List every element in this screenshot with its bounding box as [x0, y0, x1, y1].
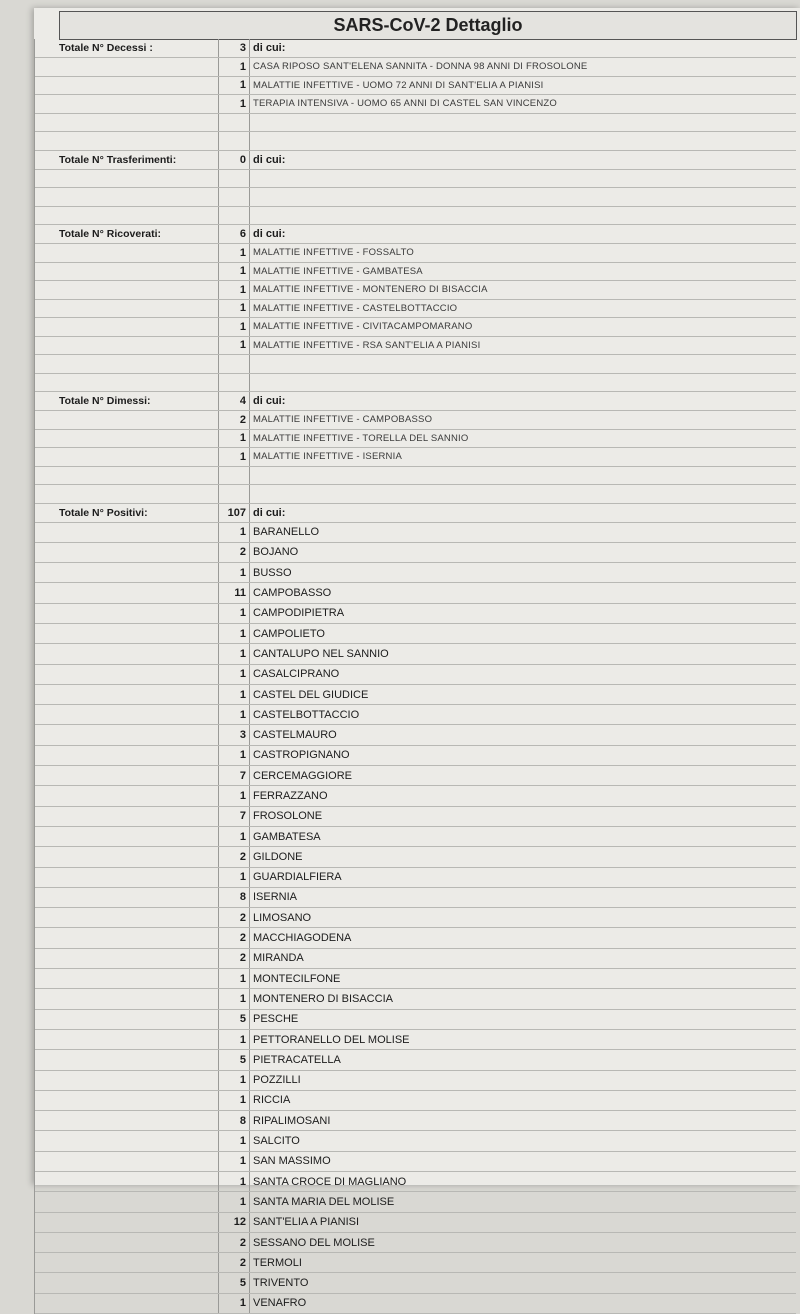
item-text: MALATTIE INFETTIVE - UOMO 72 ANNI DI SANT'ELIA A PIANISI	[253, 79, 544, 91]
empty-row	[35, 485, 796, 504]
empty-cell	[35, 281, 219, 299]
empty-cell	[35, 665, 219, 684]
count-value: 1	[219, 58, 250, 76]
item-row	[35, 1091, 796, 1111]
empty-cell	[35, 807, 219, 826]
item-text: POZZILLI	[253, 1074, 301, 1087]
item-row	[35, 908, 796, 928]
item-row	[35, 949, 796, 969]
item-text: MALATTIE INFETTIVE - GAMBATESA	[253, 265, 423, 277]
item-text: CASA RIPOSO SANT'ELENA SANNITA - DONNA 98 ANNI DI FROSOLONE	[253, 61, 588, 73]
section-header-row	[35, 39, 796, 58]
item-row	[35, 1273, 796, 1293]
section-header-row	[35, 504, 796, 523]
empty-cell	[219, 207, 250, 225]
item-text: MALATTIE INFETTIVE - TORELLA DEL SANNIO	[253, 432, 469, 444]
empty-cell	[219, 132, 250, 150]
section-header-row	[35, 151, 796, 170]
section-total: 6	[219, 225, 250, 243]
section-header-row	[35, 392, 796, 411]
count-value: 2	[219, 908, 250, 927]
count-value: 1	[219, 318, 250, 336]
empty-cell	[35, 746, 219, 765]
count-value: 5	[219, 1010, 250, 1029]
count-value: 8	[219, 888, 250, 907]
section-label: Totale N° Decessi :	[35, 39, 219, 57]
item-row	[35, 888, 796, 908]
count-value: 2	[219, 949, 250, 968]
empty-cell	[35, 1010, 219, 1029]
item-text: BUSSO	[253, 566, 292, 579]
count-value: 12	[219, 1213, 250, 1232]
empty-cell	[35, 786, 219, 805]
item-text: MONTECILFONE	[253, 972, 341, 985]
count-value: 5	[219, 1050, 250, 1069]
empty-cell	[35, 583, 219, 602]
empty-row	[35, 207, 796, 226]
item-text: ISERNIA	[253, 891, 298, 904]
count-value: 1	[219, 1091, 250, 1110]
empty-cell	[35, 95, 219, 113]
item-row	[35, 665, 796, 685]
empty-cell	[35, 827, 219, 846]
item-row	[35, 827, 796, 847]
count-value: 1	[219, 281, 250, 299]
item-row	[35, 807, 796, 827]
empty-cell	[35, 908, 219, 927]
item-row	[35, 1253, 796, 1273]
item-row	[35, 604, 796, 624]
item-row	[35, 1111, 796, 1131]
section-label: Totale N° Trasferimenti:	[35, 151, 219, 169]
di-cui-label: di cui:	[253, 42, 286, 54]
empty-cell	[35, 1071, 219, 1090]
item-text: MIRANDA	[253, 952, 304, 965]
item-text: TRIVENTO	[253, 1277, 309, 1290]
item-text: CASALCIPRANO	[253, 668, 340, 681]
count-value: 1	[219, 665, 250, 684]
item-text: FERRAZZANO	[253, 790, 328, 802]
section-total: 4	[219, 392, 250, 410]
empty-cell	[35, 188, 219, 206]
item-row	[35, 685, 796, 705]
count-value: 2	[219, 1233, 250, 1252]
empty-cell	[219, 114, 250, 132]
empty-cell	[35, 467, 219, 485]
empty-cell	[35, 1233, 219, 1252]
empty-cell	[35, 1273, 219, 1292]
item-row	[35, 300, 796, 319]
item-text: PESCHE	[253, 1013, 299, 1026]
item-text: GAMBATESA	[253, 830, 321, 843]
count-value: 1	[219, 1030, 250, 1049]
item-row	[35, 411, 796, 430]
empty-cell	[35, 1152, 219, 1171]
di-cui-label: di cui:	[253, 228, 286, 240]
item-text: MONTENERO DI BISACCIA	[253, 992, 393, 1005]
count-value: 1	[219, 1192, 250, 1211]
empty-cell	[35, 1172, 219, 1191]
empty-cell	[35, 1294, 219, 1313]
empty-cell	[35, 949, 219, 968]
item-text: SAN MASSIMO	[253, 1155, 331, 1168]
empty-row	[35, 188, 796, 207]
item-row	[35, 1192, 796, 1212]
empty-cell	[35, 114, 219, 132]
item-row	[35, 868, 796, 888]
item-text: PIETRACATELLA	[253, 1053, 341, 1066]
item-text: MALATTIE INFETTIVE - CAMPOBASSO	[253, 414, 433, 426]
item-row	[35, 1233, 796, 1253]
count-value: 7	[219, 766, 250, 785]
empty-cell	[35, 604, 219, 623]
empty-cell	[35, 989, 219, 1008]
item-row	[35, 77, 796, 96]
count-value: 3	[219, 725, 250, 744]
count-value: 1	[219, 827, 250, 846]
count-value: 1	[219, 1071, 250, 1090]
item-text: SANTA MARIA DEL MOLISE	[253, 1195, 395, 1208]
empty-cell	[35, 1111, 219, 1130]
empty-cell	[35, 448, 219, 466]
item-row	[35, 430, 796, 449]
item-row	[35, 624, 796, 644]
di-cui-label: di cui:	[253, 395, 286, 407]
item-text: MALATTIE INFETTIVE - ISERNIA	[253, 451, 402, 463]
count-value: 2	[219, 543, 250, 562]
item-row	[35, 1213, 796, 1233]
empty-cell	[35, 1213, 219, 1232]
item-row	[35, 1071, 796, 1091]
count-value: 1	[219, 685, 250, 704]
item-text: MALATTIE INFETTIVE - RSA SANT'ELIA A PIANISI	[253, 339, 481, 351]
count-value: 1	[219, 1172, 250, 1191]
empty-cell	[35, 847, 219, 866]
item-text: SESSANO DEL MOLISE	[253, 1236, 375, 1249]
empty-cell	[35, 725, 219, 744]
empty-cell	[35, 170, 219, 188]
item-row	[35, 847, 796, 867]
item-row	[35, 928, 796, 948]
section-total: 3	[219, 39, 250, 57]
di-cui-label: di cui:	[253, 153, 286, 166]
empty-cell	[35, 263, 219, 281]
item-text: VENAFRO	[253, 1297, 307, 1310]
item-row	[35, 281, 796, 300]
count-value: 1	[219, 604, 250, 623]
empty-cell	[35, 705, 219, 724]
count-value: 1	[219, 77, 250, 95]
count-value: 2	[219, 928, 250, 947]
empty-cell	[35, 1050, 219, 1069]
count-value: 1	[219, 263, 250, 281]
count-value: 7	[219, 807, 250, 826]
empty-cell	[35, 685, 219, 704]
section-label: Totale N° Positivi:	[35, 504, 219, 522]
item-text: CANTALUPO NEL SANNIO	[253, 647, 389, 660]
empty-cell	[35, 543, 219, 562]
empty-cell	[35, 77, 219, 95]
item-text: TERMOLI	[253, 1256, 302, 1269]
empty-cell	[219, 467, 250, 485]
count-value: 1	[219, 430, 250, 448]
count-value: 1	[219, 705, 250, 724]
count-value: 1	[219, 244, 250, 262]
item-row	[35, 766, 796, 786]
item-text: SANTA CROCE DI MAGLIANO	[253, 1175, 407, 1188]
count-value: 11	[219, 583, 250, 602]
item-row	[35, 1050, 796, 1070]
empty-cell	[35, 1192, 219, 1211]
item-row	[35, 1010, 796, 1030]
item-text: SANT'ELIA A PIANISI	[253, 1216, 360, 1229]
item-row	[35, 1131, 796, 1151]
empty-row	[35, 114, 796, 133]
count-value: 1	[219, 523, 250, 542]
item-row	[35, 989, 796, 1009]
item-text: CAMPODIPIETRA	[253, 607, 345, 620]
item-text: CASTELBOTTACCIO	[253, 708, 360, 721]
item-row	[35, 1172, 796, 1192]
item-row	[35, 1294, 796, 1314]
count-value: 1	[219, 1131, 250, 1150]
item-row	[35, 318, 796, 337]
item-text: MALATTIE INFETTIVE - FOSSALTO	[253, 247, 414, 259]
item-row	[35, 523, 796, 543]
item-row	[35, 705, 796, 725]
count-value: 1	[219, 868, 250, 887]
item-text: MALATTIE INFETTIVE - CIVITACAMPOMARANO	[253, 321, 473, 333]
document-title: SARS-CoV-2 Dettaglio	[59, 11, 797, 40]
empty-cell	[35, 132, 219, 150]
item-row	[35, 969, 796, 989]
count-value: 2	[219, 1253, 250, 1272]
item-row	[35, 263, 796, 282]
item-row	[35, 58, 796, 77]
empty-row	[35, 374, 796, 393]
item-row	[35, 786, 796, 806]
empty-row	[35, 467, 796, 486]
empty-cell	[35, 430, 219, 448]
count-value: 1	[219, 1294, 250, 1313]
empty-cell	[35, 207, 219, 225]
empty-cell	[35, 374, 219, 392]
count-value: 1	[219, 300, 250, 318]
item-row	[35, 725, 796, 745]
empty-cell	[219, 170, 250, 188]
item-row	[35, 337, 796, 356]
count-value: 1	[219, 337, 250, 355]
empty-cell	[219, 374, 250, 392]
di-cui-label: di cui:	[253, 506, 286, 519]
section-label: Totale N° Dimessi:	[35, 392, 219, 410]
item-text: RICCIA	[253, 1094, 291, 1107]
count-value: 5	[219, 1273, 250, 1292]
item-row	[35, 244, 796, 263]
empty-cell	[35, 1091, 219, 1110]
item-text: CAMPOBASSO	[253, 587, 332, 600]
item-text: MACCHIAGODENA	[253, 932, 352, 945]
item-text: CASTROPIGNANO	[253, 749, 350, 762]
empty-cell	[35, 318, 219, 336]
detail-table	[34, 39, 796, 1314]
empty-cell	[35, 485, 219, 503]
item-text: RIPALIMOSANI	[253, 1114, 331, 1127]
empty-cell	[219, 188, 250, 206]
empty-cell	[35, 969, 219, 988]
item-text: LIMOSANO	[253, 911, 312, 924]
empty-cell	[35, 1131, 219, 1150]
empty-cell	[35, 337, 219, 355]
empty-cell	[35, 1253, 219, 1272]
item-row	[35, 448, 796, 467]
empty-cell	[219, 355, 250, 373]
count-value: 1	[219, 448, 250, 466]
item-text: CAMPOLIETO	[253, 627, 325, 640]
item-row	[35, 1152, 796, 1172]
empty-row	[35, 355, 796, 374]
item-text: PETTORANELLO DEL MOLISE	[253, 1033, 410, 1046]
item-text: MALATTIE INFETTIVE - CASTELBOTTACCIO	[253, 302, 458, 314]
empty-cell	[35, 563, 219, 582]
item-row	[35, 543, 796, 563]
document-sheet	[34, 8, 800, 1310]
count-value: 1	[219, 969, 250, 988]
count-value: 1	[219, 989, 250, 1008]
item-text: CERCEMAGGIORE	[253, 769, 353, 782]
item-text: GILDONE	[253, 850, 303, 863]
item-text: MALATTIE INFETTIVE - MONTENERO DI BISACCIA	[253, 284, 488, 296]
item-text: CASTEL DEL GIUDICE	[253, 688, 369, 701]
item-row	[35, 746, 796, 766]
section-header-row	[35, 225, 796, 244]
count-value: 8	[219, 1111, 250, 1130]
count-value: 1	[219, 95, 250, 113]
empty-row	[35, 170, 796, 189]
empty-cell	[35, 644, 219, 663]
section-total: 0	[219, 151, 250, 169]
section-total: 107	[219, 504, 250, 522]
count-value: 1	[219, 644, 250, 663]
empty-cell	[35, 244, 219, 262]
empty-cell	[35, 868, 219, 887]
empty-cell	[35, 928, 219, 947]
item-text: BOJANO	[253, 546, 299, 559]
item-text: BARANELLO	[253, 526, 320, 539]
count-value: 1	[219, 624, 250, 643]
empty-cell	[35, 411, 219, 429]
item-row	[35, 563, 796, 583]
count-value: 1	[219, 786, 250, 805]
item-text: GUARDIALFIERA	[253, 871, 342, 884]
empty-cell	[35, 523, 219, 542]
item-row	[35, 583, 796, 603]
empty-cell	[35, 300, 219, 318]
item-text: CASTELMAURO	[253, 729, 337, 742]
count-value: 1	[219, 1152, 250, 1171]
count-value: 2	[219, 847, 250, 866]
empty-cell	[219, 485, 250, 503]
item-text: SALCITO	[253, 1135, 300, 1148]
count-value: 2	[219, 411, 250, 429]
empty-cell	[35, 888, 219, 907]
section-label: Totale N° Ricoverati:	[35, 225, 219, 243]
empty-cell	[35, 624, 219, 643]
empty-cell	[35, 766, 219, 785]
item-text: FROSOLONE	[253, 810, 323, 823]
item-text: TERAPIA INTENSIVA - UOMO 65 ANNI DI CASTEL SAN VINCENZO	[253, 98, 557, 110]
empty-row	[35, 132, 796, 151]
item-row	[35, 1030, 796, 1050]
item-row	[35, 644, 796, 664]
empty-cell	[35, 1030, 219, 1049]
empty-cell	[35, 355, 219, 373]
count-value: 1	[219, 563, 250, 582]
empty-cell	[35, 58, 219, 76]
item-row	[35, 95, 796, 114]
count-value: 1	[219, 746, 250, 765]
